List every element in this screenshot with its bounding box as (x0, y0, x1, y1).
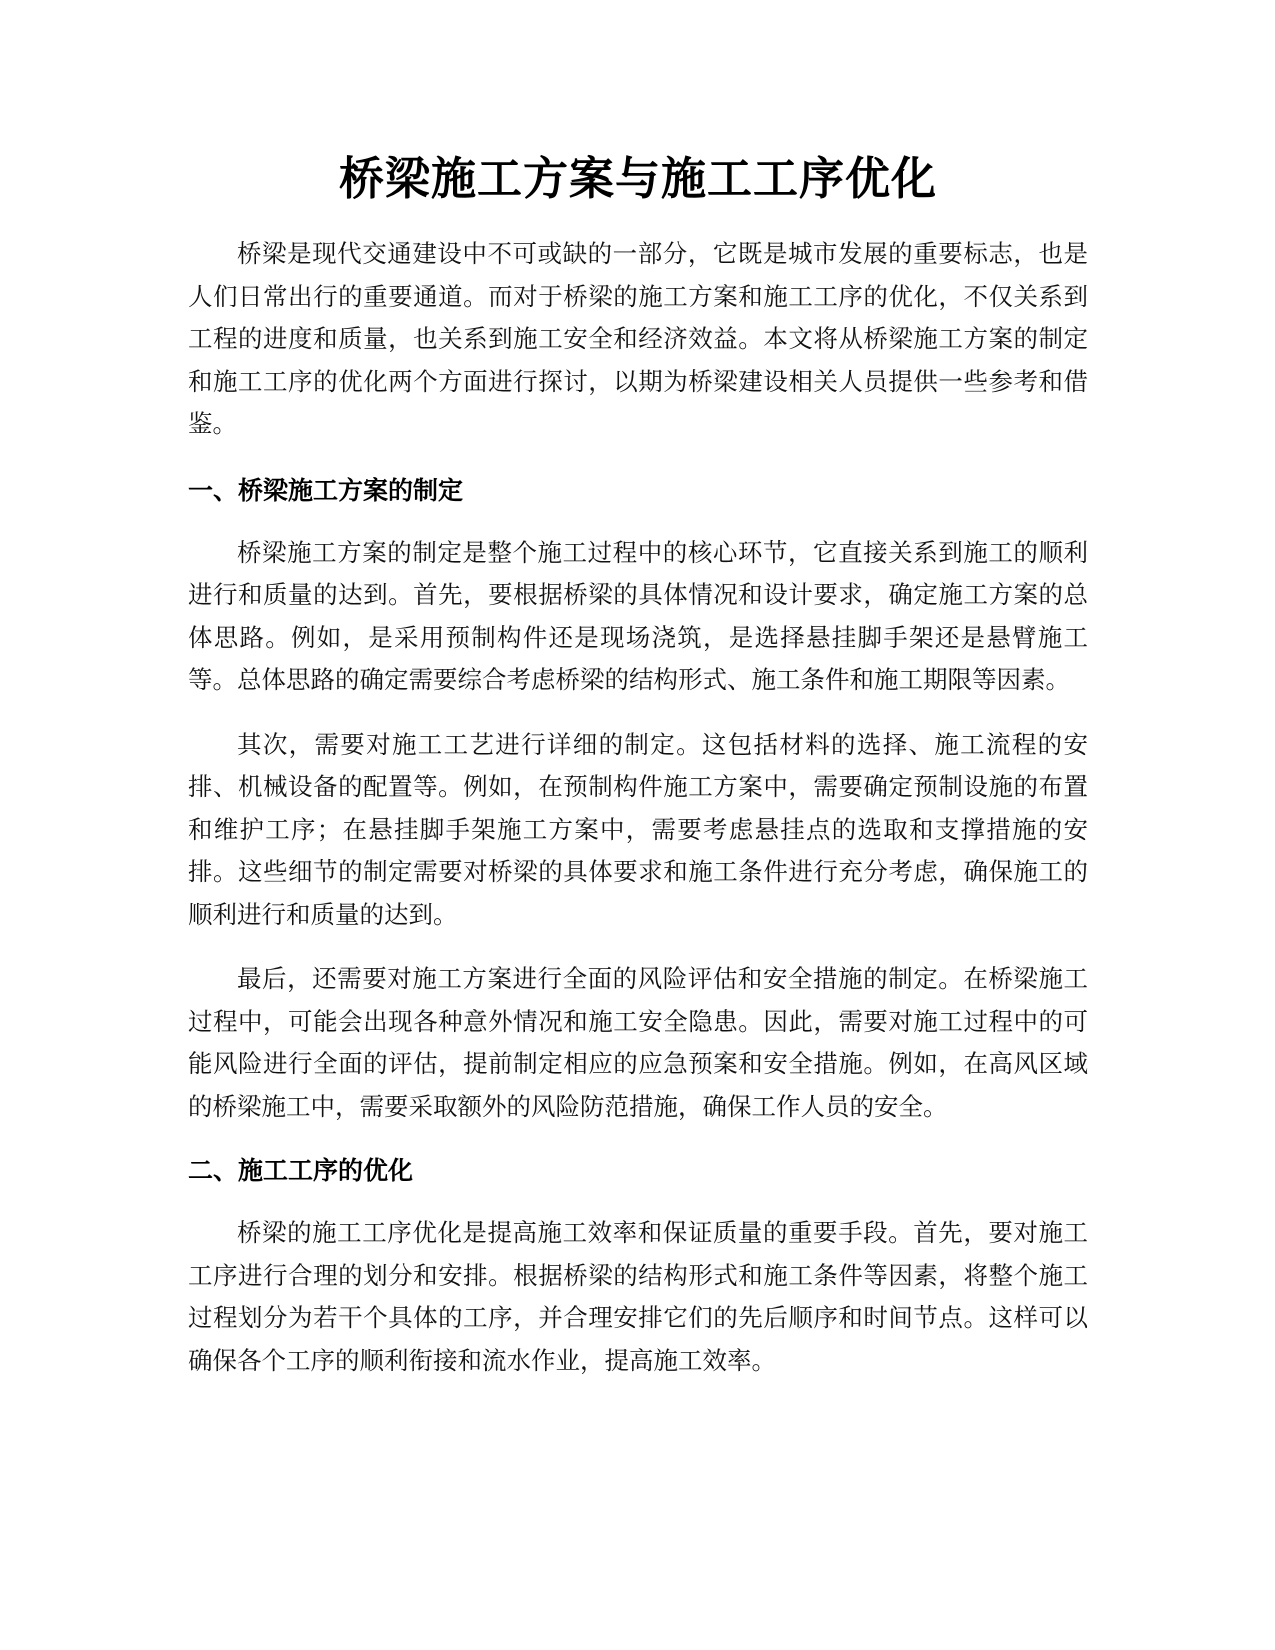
section-2-paragraph-1: 桥梁的施工工序优化是提高施工效率和保证质量的重要手段。首先，要对施工工序进行合理的划分和安排。根据桥梁的结构形式和施工条件等因素，将整个施工过程划分为若干个具体的工序，并合理安排它们的先后顺序和时间节点。这样可以确保各个工序的顺利衔接和流水作业，提高施工效率。 (188, 1218, 1088, 1375)
intro-paragraph: 桥梁是现代交通建设中不可或缺的一部分，它既是城市发展的重要标志，也是人们日常出行的重要通道。而对于桥梁的施工方案和施工工序的优化，不仅关系到工程的进度和质量，也关系到施工安全和经济效益。本文将从桥梁施工方案的制定和施工工序的优化两个方面进行探讨，以期为桥梁建设相关人员提供一些参考和借鉴。 (188, 239, 1088, 438)
section-heading-plan: 一、桥梁施工方案的制定 (188, 475, 464, 505)
section-1-paragraph-2: 其次，需要对施工工艺进行详细的制定。这包括材料的选择、施工流程的安排、机械设备的配置等。例如，在预制构件施工方案中，需要确定预制设施的布置和维护工序；在悬挂脚手架施工方案中，需要考虑悬挂点的选取和支撑措施的安排。这些细节的制定需要对桥梁的具体要求和施工条件进行充分考虑，确保施工的顺利进行和质量的达到。 (188, 729, 1088, 929)
document-page (188, 140, 1088, 1382)
section-1-paragraph-1: 桥梁施工方案的制定是整个施工过程中的核心环节，它直接关系到施工的顺利进行和质量的达到。首先，要根据桥梁的具体情况和设计要求，确定施工方案的总体思路。例如，是采用预制构件还是现场浇筑，是选择悬挂脚手架还是悬臂施工等。总体思路的确定需要综合考虑桥梁的结构形式、施工条件和施工期限等因素。 (188, 537, 1088, 694)
section-1-paragraph-3: 最后，还需要对施工方案进行全面的风险评估和安全措施的制定。在桥梁施工过程中，可能会出现各种意外情况和施工安全隐患。因此，需要对施工过程中的可能风险进行全面的评估，提前制定相应的应急预案和安全措施。例如，在高风区域的桥梁施工中，需要采取额外的风险防范措施，确保工作人员的安全。 (188, 964, 1088, 1121)
document-title: 桥梁施工方案与施工工序优化 (338, 152, 937, 205)
section-heading-optimization: 二、施工工序的优化 (188, 1156, 414, 1185)
